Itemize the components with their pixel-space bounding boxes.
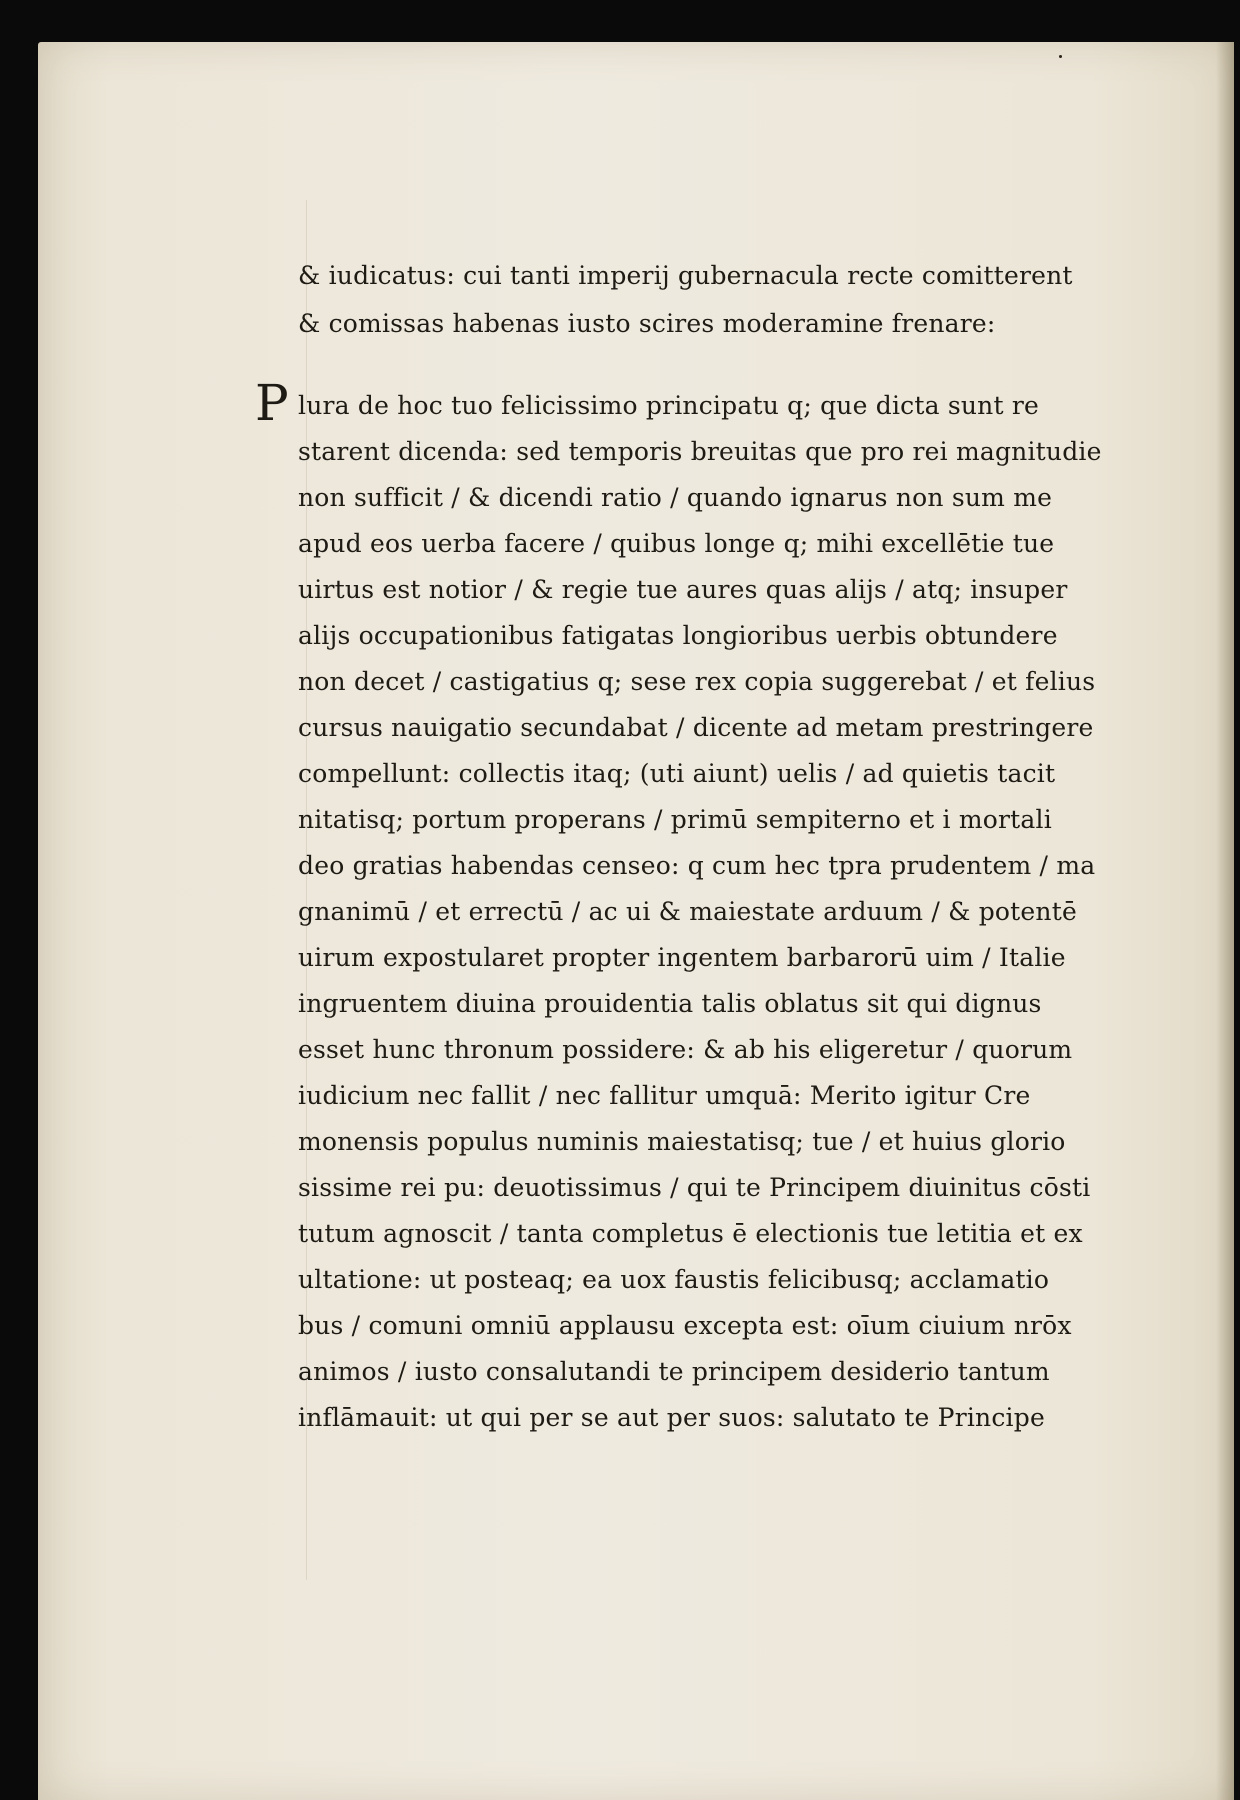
text-line: alijs occupationibus fatigatas longioribus uerbis obtundere	[298, 621, 1058, 650]
text-line: uirum expostularet propter ingentem barbarorū uim / Italie	[298, 943, 1066, 972]
text-line: lura de hoc tuo felicissimo principatu q; que dicta sunt re	[298, 391, 1040, 420]
ink-dot	[1059, 55, 1062, 58]
top-text-block	[298, 252, 1073, 348]
text-line: cursus nauigatio secundabat / dicente ad metam prestringere	[298, 713, 1094, 742]
text-line: iudicium nec fallit / nec fallitur umquā: Merito igitur Cre	[298, 1081, 1031, 1110]
text-line: sissime rei pu: deuotissimus / qui te Principem diuinitus cōsti	[298, 1173, 1091, 1202]
text-line: bus / comuni omniū applausu excepta est: oīum ciuium nrōx	[298, 1311, 1072, 1340]
text-line: tutum agnoscit / tanta completus ē electionis tue letitia et ex	[298, 1219, 1083, 1248]
text-line: ultatione: ut posteaq; ea uox faustis felicibusq; acclamatio	[298, 1265, 1050, 1294]
text-line: inflāmauit: ut qui per se aut per suos: salutato te Principe	[298, 1403, 1045, 1432]
text-line: deo gratias habendas censeo: q cum hec tpra prudentem / ma	[298, 851, 1096, 880]
text-line: & iudicatus: cui tanti imperij gubernacula recte comitterent	[298, 261, 1073, 290]
text-line: non sufficit / & dicendi ratio / quando ignarus non sum me	[298, 483, 1053, 512]
main-text-block	[298, 383, 1102, 1441]
text-line: nitatisq; portum properans / primū sempiterno et i mortali	[298, 805, 1052, 834]
text-line: & comissas habenas iusto scires moderamine frenare:	[298, 309, 996, 338]
text-line: esset hunc thronum possidere: & ab his eligeretur / quorum	[298, 1035, 1073, 1064]
text-line: compellunt: collectis itaq; (uti aiunt) uelis / ad quietis tacit	[298, 759, 1056, 788]
text-line: non decet / castigatius q; sese rex copia suggerebat / et felius	[298, 667, 1096, 696]
text-line: gnanimū / et errectū / ac ui & maiestate arduum / & potentē	[298, 897, 1077, 926]
text-line: apud eos uerba facere / quibus longe q; mihi excellētie tue	[298, 529, 1055, 558]
text-line: uirtus est notior / & regie tue aures quas alijs / atq; insuper	[298, 575, 1068, 604]
text-line: monensis populus numinis maiestatisq; tue / et huius glorio	[298, 1127, 1066, 1156]
initial-letter: P	[255, 374, 289, 432]
text-line: starent dicenda: sed temporis breuitas que pro rei magnitudie	[298, 437, 1102, 466]
text-line: ingruentem diuina prouidentia talis oblatus sit qui dignus	[298, 989, 1042, 1018]
text-line: animos / iusto consalutandi te principem desiderio tantum	[298, 1357, 1050, 1386]
